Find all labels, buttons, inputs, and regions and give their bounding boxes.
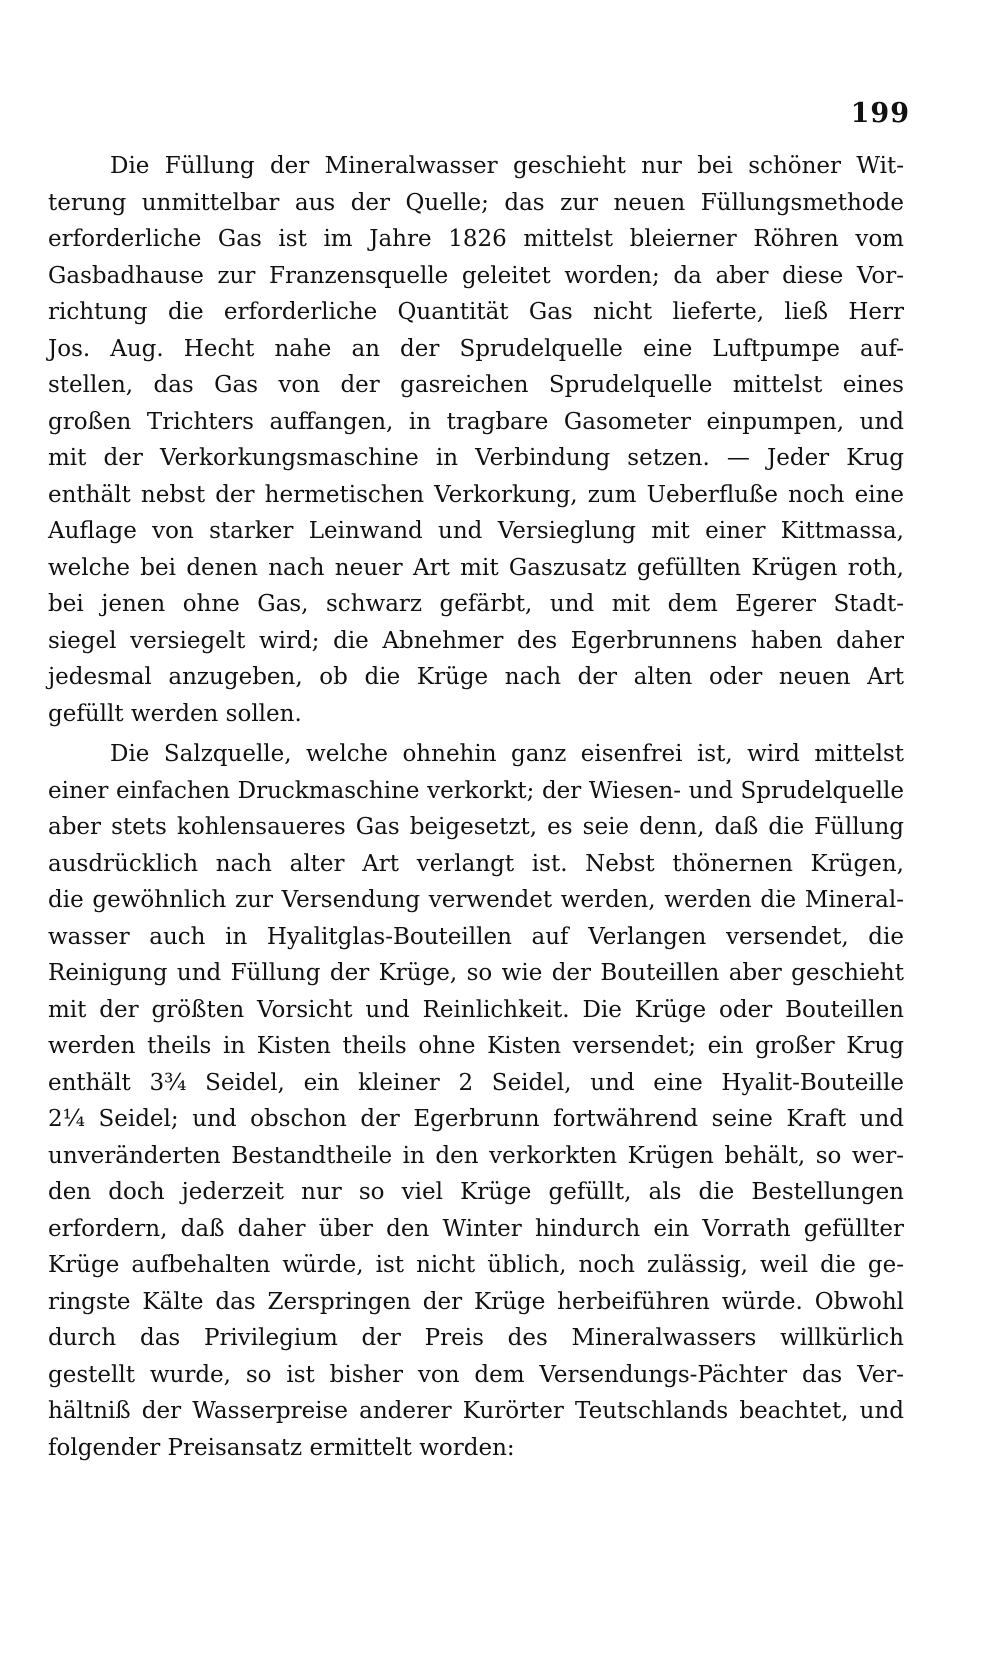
text-line: 2¼ Seidel; und obschon der Egerbrunn fortwährend seine Kraft und <box>48 1106 904 1132</box>
text-line: enthält nebst der hermetischen Verkorkung, zum Ueberfluße noch eine <box>48 481 904 508</box>
text-line: mit der Verkorkungsmaschine in Verbindung setzen. — Jeder Krug <box>48 445 904 471</box>
text-line: richtung die erforderliche Quantität Gas nicht lieferte, ließ Herr <box>48 299 904 325</box>
text-line: werden theils in Kisten theils ohne Kisten versendet; ein großer Krug <box>48 1033 904 1059</box>
text-line: jedesmal anzugeben, ob die Krüge nach der alten oder neuen Art <box>48 664 904 690</box>
text-line: Die Füllung der Mineralwasser geschieht nur bei schöner Wit- <box>110 153 904 179</box>
text-line: Gasbadhause zur Franzensquelle geleitet worden; da aber diese Vor- <box>48 262 904 289</box>
paragraph <box>48 148 904 732</box>
text-line: Die Salzquelle, welche ohnehin ganz eisenfrei ist, wird mittelst <box>110 741 904 767</box>
text-line: hältniß der Wasserpreise anderer Kurörter Teutschlands beachtet, und <box>48 1398 904 1424</box>
text-line: Auflage von starker Leinwand und Versieglung mit einer Kittmassa, <box>48 518 904 544</box>
text-line: Krüge aufbehalten würde, ist nicht üblich, noch zulässig, weil die ge- <box>48 1252 904 1278</box>
text-line: Jos. Aug. Hecht nahe an der Sprudelquelle eine Luftpumpe auf- <box>48 335 904 362</box>
text-line: gefüllt werden sollen. <box>48 700 302 727</box>
body-text <box>48 148 904 1466</box>
text-line: stellen, das Gas von der gasreichen Sprudelquelle mittelst eines <box>48 372 904 398</box>
text-line: folgender Preisansatz ermittelt worden: <box>48 1434 515 1461</box>
paragraph <box>48 736 904 1466</box>
text-line: bei jenen ohne Gas, schwarz gefärbt, und mit dem Egerer Stadt- <box>48 591 904 617</box>
text-line: mit der größten Vorsicht und Reinlichkeit. Die Krüge oder Bouteillen <box>48 996 904 1023</box>
text-line: die gewöhnlich zur Versendung verwendet werden, werden die Mineral- <box>48 887 904 913</box>
text-line: terung unmittelbar aus der Quelle; das zur neuen Füllungsmethode <box>48 189 904 216</box>
text-line: durch das Privilegium der Preis des Mineralwassers willkürlich <box>48 1325 904 1351</box>
text-line: Reinigung und Füllung der Krüge, so wie der Bouteillen aber geschieht <box>48 960 904 986</box>
text-line: aber stets kohlensaueres Gas beigesetzt, es seie denn, daß die Füllung <box>48 814 904 840</box>
text-line: gestellt wurde, so ist bisher von dem Versendungs-Pächter das Ver- <box>48 1361 904 1388</box>
text-line: enthält 3¾ Seidel, ein kleiner 2 Seidel, und eine Hyalit-Bouteille <box>48 1069 904 1096</box>
text-line: ausdrücklich nach alter Art verlangt ist. Nebst thönernen Krügen, <box>48 850 904 877</box>
text-line: welche bei denen nach neuer Art mit Gaszusatz gefüllten Krügen roth, <box>48 554 904 581</box>
text-line: unveränderten Bestandtheile in den verkorkten Krügen behält, so wer- <box>48 1142 904 1169</box>
text-line: wasser auch in Hyalitglas-Bouteillen auf Verlangen versendet, die <box>48 923 904 950</box>
text-line: den doch jederzeit nur so viel Krüge gefüllt, als die Bestellungen <box>48 1179 904 1205</box>
text-line: großen Trichters auffangen, in tragbare Gasometer einpumpen, und <box>48 408 904 435</box>
text-line: erforderliche Gas ist im Jahre 1826 mittelst bleierner Röhren vom <box>48 226 904 252</box>
text-line: einer einfachen Druckmaschine verkorkt; der Wiesen- und Sprudelquelle <box>48 777 904 804</box>
text-line: siegel versiegelt wird; die Abnehmer des Egerbrunnens haben daher <box>48 627 904 654</box>
text-line: erfordern, daß daher über den Winter hindurch ein Vorrath gefüllter <box>48 1215 904 1242</box>
text-line: ringste Kälte das Zerspringen der Krüge herbeiführen würde. Obwohl <box>48 1288 904 1315</box>
page-number: 199 <box>850 98 910 129</box>
